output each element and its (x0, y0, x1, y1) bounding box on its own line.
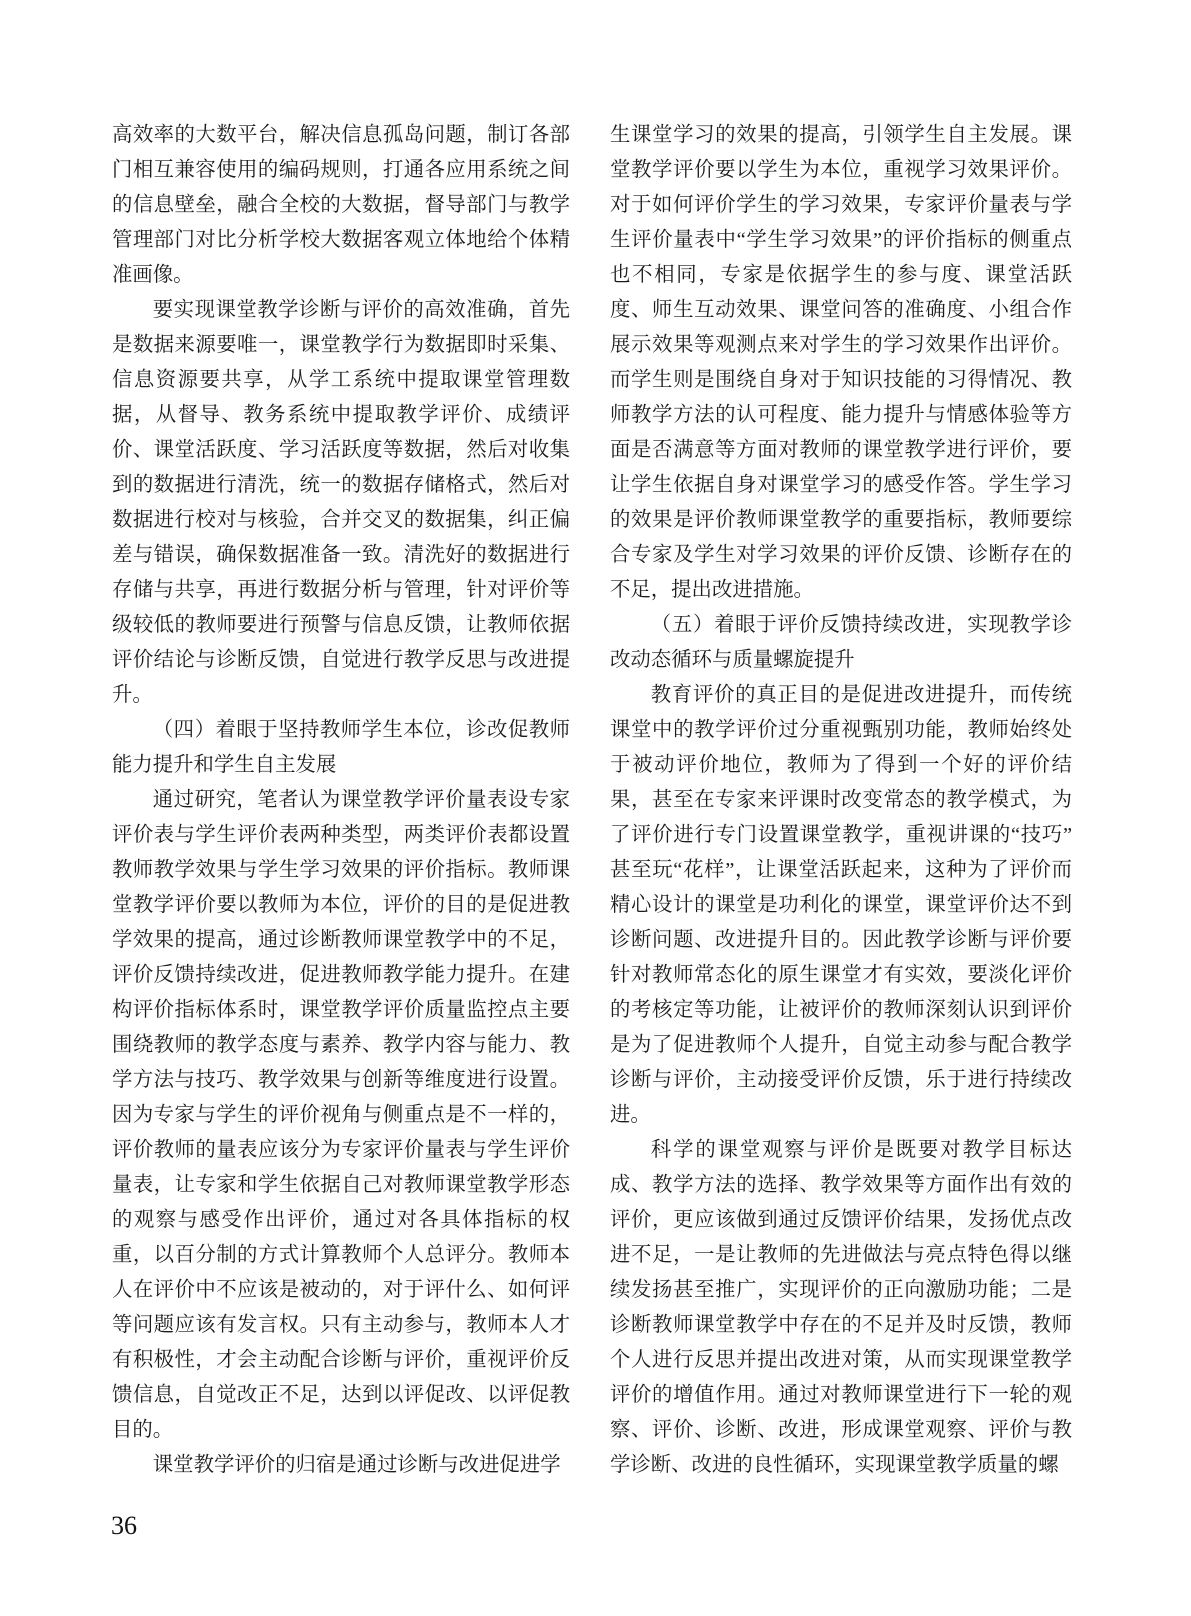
body-paragraph: 生课堂学习的效果的提高，引领学生自主发展。课堂教学评价要以学生为本位，重视学习效果评价。对于如何评价学生的学习效果，专家评价量表与学生评价量表中“学生学习效果”的评价指标的侧重点也不相同，专家是依据学生的参与度、课堂活跃度、师生互动效果、课堂问答的准确度、小组合作展示效果等观测点来对学生的学习效果作出评价。而学生则是围绕自身对于知识技能的习得情况、教师教学方法的认可程度、能力提升与情感体验等方面是否满意等方面对教师的课堂教学进行评价，要让学生依据自身对课堂学习的感受作答。学生学习的效果是评价教师课堂教学的重要指标，教师要综合专家及学生对学习效果的评价反馈、诊断存在的不足，提出改进措施。 (610, 124, 1072, 601)
section-heading: （四）着眼于坚持教师学生本位，诊改促教师能力提升和学生自主发展 (112, 719, 570, 776)
body-paragraph: 要实现课堂教学诊断与评价的高效准确，首先是数据来源要唯一，课堂教学行为数据即时采集、信息资源要共享，从学工系统中提取课堂管理数据，从督导、教务系统中提取教学评价、成绩评价、课堂活跃度、学习活跃度等数据，然后对收集到的数据进行清洗，统一的数据存储格式，然后对数据进行校对与核验，合并交叉的数据集，纠正偏差与错误，确保数据准备一致。清洗好的数据进行存储与共享，再进行数据分析与管理，针对评价等级较低的教师要进行预警与信息反馈，让教师依据评价结论与诊断反馈，自觉进行教学反思与改进提升。 (112, 299, 570, 706)
page-number: 36 (111, 1511, 137, 1540)
body-paragraph: 科学的课堂观察与评价是既要对教学目标达成、教学方法的选择、教学效果等方面作出有效的评价，更应该做到通过反馈评价结果，发扬优点改进不足，一是让教师的先进做法与亮点特色得以继续发扬甚至推广，实现评价的正向激励功能；二是诊断教师课堂教学中存在的不足并及时反馈，教师个人进行反思并提出改进对策，从而实现课堂教学评价的增值作用。通过对教师课堂进行下一轮的观察、评价、诊断、改进，形成课堂观察、评价与教学诊断、改进的良性循环，实现课堂教学质量的螺 (610, 1139, 1072, 1476)
left-text-column (112, 118, 570, 1483)
body-paragraph: 教育评价的真正目的是促进改进提升，而传统课堂中的教学评价过分重视甄别功能，教师始终处于被动评价地位，教师为了得到一个好的评价结果，甚至在专家来评课时改变常态的教学模式，为了评价进行专门设置课堂教学，重视讲课的“技巧”甚至玩“花样”，让课堂活跃起来，这种为了评价而精心设计的课堂是功利化的课堂，课堂评价达不到诊断问题、改进提升目的。因此教学诊断与评价要针对教师常态化的原生课堂才有实效，要淡化评价的考核定等功能，让被评价的教师深刻认识到评价是为了促进教师个人提升，自觉主动参与配合教学诊断与评价，主动接受评价反馈，乐于进行持续改进。 (610, 684, 1072, 1126)
body-paragraph: 通过研究，笔者认为课堂教学评价量表设专家评价表与学生评价表两种类型，两类评价表都设置教师教学效果与学生学习效果的评价指标。教师课堂教学评价要以教师为本位，评价的目的是促进教学效果的提高，通过诊断教师课堂教学中的不足，评价反馈持续改进，促进教师教学能力提升。在建构评价指标体系时，课堂教学评价质量监控点主要围绕教师的教学态度与素养、教学内容与能力、教学方法与技巧、教学效果与创新等维度进行设置。因为专家与学生的评价视角与侧重点是不一样的，评价教师的量表应该分为专家评价量表与学生评价量表，让专家和学生依据自己对教师课堂教学形态的观察与感受作出评价，通过对各具体指标的权重，以百分制的方式计算教师个人总评分。教师本人在评价中不应该是被动的，对于评什么、如何评等问题应该有发言权。只有主动参与，教师本人才有积极性，才会主动配合诊断与评价，重视评价反馈信息，自觉改正不足，达到以评促改、以评促教目的。 (112, 789, 570, 1441)
body-paragraph: 课堂教学评价的归宿是通过诊断与改进促进学 (152, 1454, 561, 1476)
body-paragraph: 高效率的大数平台，解决信息孤岛问题，制订各部门相互兼容使用的编码规则，打通各应用系统之间的信息壁垒，融合全校的大数据，督导部门与教学管理部门对比分析学校大数据客观立体地给个体精准画像。 (112, 124, 570, 286)
section-heading: （五）着眼于评价反馈持续改进，实现教学诊改动态循环与质量螺旋提升 (610, 614, 1072, 671)
right-text-column (610, 118, 1072, 1483)
